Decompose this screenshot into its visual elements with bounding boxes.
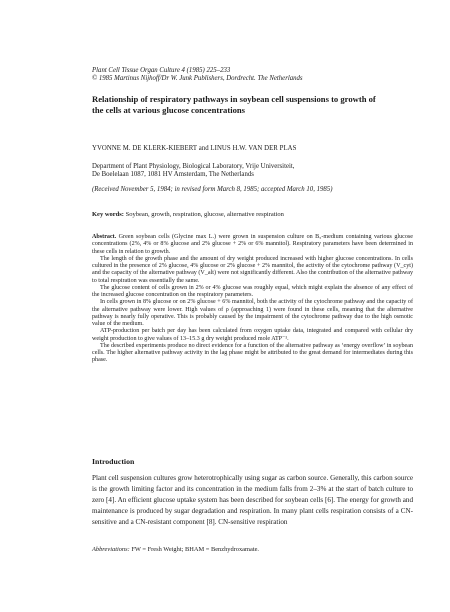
journal-line-1: Plant Cell Tissue Organ Culture 4 (1985) 225–233 (92, 67, 231, 74)
affiliation-line-1: Department of Plant Physiology, Biological Laboratory, Vrije Universiteit, (92, 163, 295, 170)
abstract-paragraph-1 (92, 234, 413, 256)
abstract-paragraph-3: The glucose content of cells grown in 2% or 4% glucose was roughly equal, which might explain the absence of any effect of the increased glucose concentration on the respiratory parameters. (92, 284, 413, 298)
journal-line-2: © 1985 Martinus Nijhoff/Dr W. Junk Publishers, Dordrecht. The Netherlands (92, 75, 303, 83)
author-list: YVONNE M. DE KLERK-KIEBERT and LINUS H.W. VAN DER PLAS (92, 145, 297, 152)
keywords (92, 211, 413, 219)
abstract-paragraph-2: The length of the growth phase and the amount of dry weight produced increased with higher glucose concentrations. In cells cultured in the presence of 2% glucose, 4% glucose or 2% glucose + 2% mannitol, the activity of the cytochrome pathway (V_cyt) and the capacity of the alternative pathway (V_alt) were not significantly different. Also the contribution of the alternative pathway to total respiration was essentially the same. (92, 255, 413, 284)
keywords-text: Soybean, growth, respiration, glucose, alternative respiration (123, 211, 284, 218)
introduction-body (92, 473, 413, 528)
keywords-label: Key words: (92, 211, 124, 218)
abstract-p1-text: Green soybean cells (Glycine max L.) were grown in suspension culture on B₅-medium containing various glucose concentrations (2%, 4% or 8% glucose and 2% glucose + 2% or 6% mannitol). Respiratory parameters have been determined in these cells in relation to growth. (92, 234, 413, 255)
article-title: Relationship of respiratory pathways in soybean cell suspensions to growth of the cells at various glucose concentrations (92, 94, 376, 115)
journal-citation (92, 67, 413, 84)
affiliation (92, 163, 413, 180)
abbreviations-footnote (92, 546, 413, 554)
abstract-paragraph-4: In cells grown in 8% glucose or on 2% glucose + 6% mannitol, both the activity of the cytochrome pathway and the capacity of the alternative pathway were lower. High values of ρ (approaching 1) were found in these cells, meaning that the alternative pathway is nearly fully operative. This is probably caused by the impairment of the cytochrome pathway due to the high osmotic value of the medium. (92, 299, 413, 327)
abstract-label: Abstract. (92, 234, 117, 240)
abbreviations-label: Abbreviations: (92, 546, 130, 553)
received-dates: (Received November 5, 1984; in revised form March 8, 1985; accepted March 10, 1985) (92, 186, 333, 193)
abstract (92, 234, 413, 365)
abstract-paragraph-6: The described experiments produce no direct evidence for a function of the alternative pathway as ‘energy overflow’ in soybean cells. The higher alternative pathway activity in the lag phase might be attributed to the great demand for intermediates during this phase. (92, 342, 413, 364)
introduction-paragraph: Plant cell suspension cultures grow heterotrophically using sugar as carbon source. Generally, this carbon source is the growth limiting factor and its concentration in the medium falls from 2–3% at the start of batch culture to zero [4]. An efficient glucose uptake system has been described for soybean cells [6]. The energy for growth and maintenance is produced by sugar degradation and respiration. In many plant cells respiration consists of a CN-sensitive and a CN-resistant component [8]. CN-sensitive respiration (92, 474, 413, 526)
abbreviations-text: FW = Fresh Weight; BHAM = Benzhydroxamate. (129, 546, 260, 553)
affiliation-line-2: De Boelelaan 1087, 1081 HV Amsterdam, The Netherlands (92, 171, 254, 179)
abstract-paragraph-5: ATP-production per batch per day has been calculated from oxygen uptake data, integrated and compared with cellular dry weight production to give values of 13–15.3 g dry weight produced mole ATP⁻¹. (92, 328, 413, 342)
introduction-heading: Introduction (92, 457, 135, 466)
